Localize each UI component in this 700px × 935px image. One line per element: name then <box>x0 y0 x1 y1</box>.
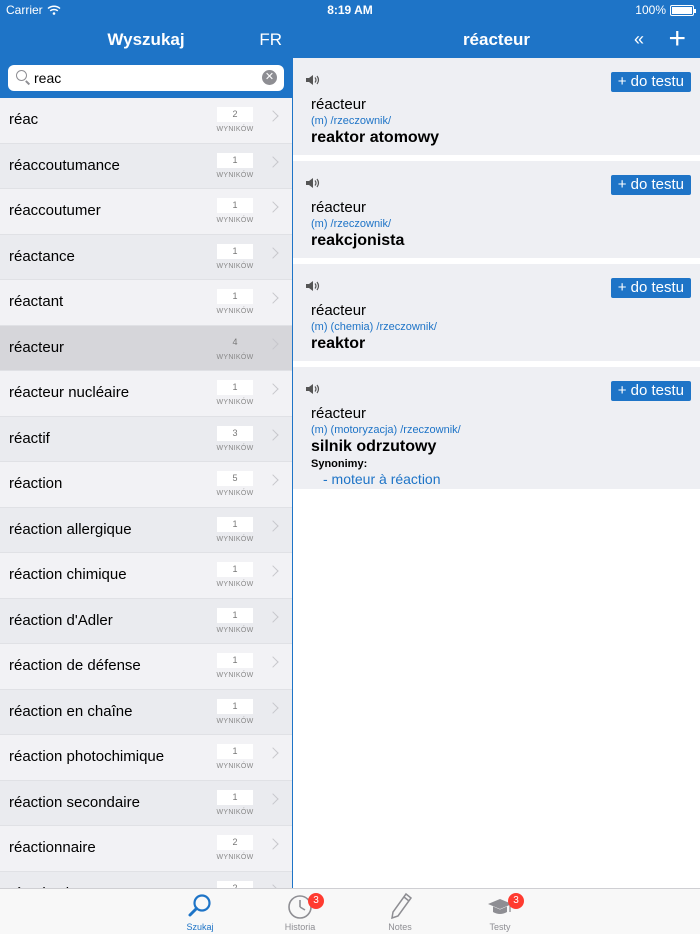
result-row[interactable] <box>0 599 292 645</box>
result-count: 2 <box>217 107 253 122</box>
collapse-button[interactable]: « <box>633 29 644 49</box>
chevron-right-icon <box>267 656 278 667</box>
result-count-label: WYNIKÓW <box>216 308 254 315</box>
synonyms-label: Synonimy: <box>311 458 368 470</box>
tab-label: Notes <box>388 922 412 932</box>
search-title: Wyszukaj <box>107 30 185 49</box>
status-time: 8:19 AM <box>327 3 373 17</box>
result-count-label: WYNIKÓW <box>216 262 254 270</box>
result-count: 3 <box>217 426 253 441</box>
entry-translation: reaktor atomowy <box>311 129 440 146</box>
search-icon <box>186 892 214 920</box>
result-row[interactable] <box>0 189 292 235</box>
entry-nav-bar <box>293 20 700 58</box>
dictionary-entry <box>293 264 700 361</box>
result-row[interactable] <box>0 280 292 326</box>
entry-title: réacteur <box>462 30 531 49</box>
entry-headword: réacteur <box>311 302 367 319</box>
results-list <box>0 98 292 917</box>
entries-list <box>293 58 700 489</box>
result-word: réactance <box>9 247 75 265</box>
result-word: réactif <box>9 429 50 447</box>
chevron-right-icon <box>267 247 278 258</box>
result-count: 1 <box>217 562 253 577</box>
result-word: réaction <box>9 475 63 492</box>
result-word: réacteur <box>9 338 65 356</box>
search-input[interactable] <box>8 65 284 91</box>
chevron-right-icon <box>267 383 278 394</box>
result-count: 1 <box>217 289 253 304</box>
result-count-label: WYNIKÓW <box>216 672 254 679</box>
result-word: réactant <box>9 293 64 310</box>
result-row[interactable] <box>0 508 292 554</box>
pen-icon <box>386 892 414 920</box>
result-word: réaction secondaire <box>9 793 140 811</box>
entry-translation: silnik odrzutowy <box>311 438 437 455</box>
chevron-right-icon <box>267 201 278 212</box>
chevron-right-icon <box>267 611 278 622</box>
chevron-right-icon <box>267 565 278 576</box>
result-word: réaction en chaîne <box>9 702 133 720</box>
result-count-label: WYNIKÓW <box>216 444 254 452</box>
result-count: 1 <box>217 608 253 623</box>
speaker-icon[interactable] <box>305 73 321 87</box>
chevron-right-icon <box>267 429 278 440</box>
result-row[interactable] <box>0 553 292 599</box>
entry-grammar: (m) (motoryzacja) /rzeczownik/ <box>311 424 461 436</box>
result-word: réaction de défense <box>9 657 141 674</box>
search-value: reac <box>34 70 62 86</box>
battery-percent: 100% <box>635 3 666 17</box>
result-word: réaction chimique <box>9 566 127 583</box>
speaker-icon[interactable] <box>305 382 321 396</box>
result-row[interactable] <box>0 644 292 690</box>
search-icon <box>16 70 27 81</box>
language-button[interactable]: FR <box>259 30 282 49</box>
tab-szukaj[interactable] <box>160 889 240 935</box>
result-row[interactable] <box>0 235 292 281</box>
result-word: réactionnaire <box>9 839 96 856</box>
result-count-label: WYNIKÓW <box>216 353 254 361</box>
result-count-label: WYNIKÓW <box>216 217 254 224</box>
result-row[interactable] <box>0 417 292 463</box>
entry-grammar: (m) (chemia) /rzeczownik/ <box>311 321 437 333</box>
tab-testy[interactable] <box>460 889 540 935</box>
entry-grammar: (m) /rzeczownik/ <box>311 115 392 127</box>
result-row[interactable] <box>0 826 292 872</box>
add-to-test-button[interactable]: + do testu <box>611 278 691 298</box>
chevron-right-icon <box>267 292 278 303</box>
result-count-label: WYNIKÓW <box>216 581 254 588</box>
result-count-label: WYNIKÓW <box>216 535 254 543</box>
result-count: 1 <box>217 790 253 805</box>
chevron-right-icon <box>267 520 278 531</box>
entry-headword: réacteur <box>311 199 367 216</box>
chevron-right-icon <box>267 338 278 349</box>
result-row[interactable] <box>0 144 292 190</box>
tab-notes[interactable] <box>360 889 440 935</box>
entry-headword: réacteur <box>311 405 367 422</box>
tab-label: Testy <box>489 922 511 932</box>
result-row[interactable] <box>0 781 292 827</box>
chevron-right-icon <box>267 793 278 804</box>
result-count: 1 <box>217 744 253 759</box>
result-count-label: WYNIKÓW <box>216 717 254 725</box>
add-to-test-button[interactable]: + do testu <box>611 381 691 401</box>
result-count-label: WYNIKÓW <box>216 399 254 406</box>
entry-headword: réacteur <box>311 96 367 113</box>
chevron-right-icon <box>267 110 278 121</box>
chevron-right-icon <box>267 156 278 167</box>
result-count-label: WYNIKÓW <box>216 626 254 634</box>
dictionary-entry <box>293 367 700 489</box>
result-count: 1 <box>217 244 253 259</box>
dictionary-entry <box>293 58 700 155</box>
chevron-right-icon <box>267 474 278 485</box>
tab-label: Historia <box>284 922 316 932</box>
add-button[interactable]: + <box>668 22 686 55</box>
result-count-label: WYNIKÓW <box>216 490 254 497</box>
result-row[interactable] <box>0 690 292 736</box>
result-word: réaccoutumer <box>9 202 101 219</box>
result-count-label: WYNIKÓW <box>216 171 254 179</box>
tab-historia[interactable] <box>260 889 340 935</box>
entry-translation: reaktor <box>311 335 366 352</box>
historia-badge: 3 <box>308 893 324 909</box>
search-bar <box>0 58 292 98</box>
tab-bar <box>0 888 700 934</box>
result-count-label: WYNIKÓW <box>216 763 254 770</box>
result-count-label: WYNIKÓW <box>216 854 254 861</box>
result-count: 4 <box>232 336 238 347</box>
result-row[interactable] <box>0 326 292 372</box>
entry-panel <box>293 58 700 888</box>
status-bar <box>0 0 700 20</box>
speaker-icon[interactable] <box>305 279 321 293</box>
search-panel <box>0 58 292 888</box>
carrier-label: Carrier <box>6 3 43 17</box>
result-count-label: WYNIKÓW <box>216 126 254 133</box>
add-to-test-button[interactable]: + do testu <box>611 72 691 92</box>
search-nav-bar <box>0 20 292 58</box>
speaker-icon[interactable] <box>305 176 321 190</box>
chevron-right-icon <box>267 702 278 713</box>
result-word: réacteur nucléaire <box>9 384 130 401</box>
clear-icon[interactable]: ✕ <box>262 70 277 85</box>
top-bar <box>0 0 700 58</box>
testy-badge: 3 <box>508 893 524 909</box>
result-word: réaction photochimique <box>9 748 165 765</box>
result-count: 5 <box>217 471 253 486</box>
result-count: 1 <box>217 653 253 668</box>
result-count-label: WYNIKÓW <box>216 808 254 816</box>
result-word: réaction allergique <box>9 520 132 538</box>
entry-translation: reakcjonista <box>311 232 405 249</box>
result-count: 1 <box>217 198 253 213</box>
chevron-right-icon <box>267 747 278 758</box>
chevron-right-icon <box>267 838 278 849</box>
battery <box>635 3 694 17</box>
add-to-test-button[interactable]: + do testu <box>611 175 691 195</box>
result-row[interactable] <box>0 98 292 144</box>
entry-grammar: (m) /rzeczownik/ <box>311 218 392 230</box>
result-row[interactable] <box>0 462 292 508</box>
result-row[interactable] <box>0 735 292 781</box>
result-count: 1 <box>217 380 253 395</box>
tab-label: Szukaj <box>186 922 214 932</box>
result-word: réaccoutumance <box>9 156 120 174</box>
result-word: réaction d'Adler <box>9 611 113 629</box>
dictionary-entry <box>293 161 700 258</box>
result-count: 2 <box>217 835 253 850</box>
result-count: 1 <box>217 517 253 532</box>
result-row[interactable] <box>0 371 292 417</box>
result-count: 1 <box>217 153 253 168</box>
synonym-link[interactable]: - moteur à réaction <box>323 471 441 487</box>
result-count: 1 <box>217 699 253 714</box>
battery-icon <box>670 5 694 16</box>
result-word: réac <box>9 111 39 128</box>
